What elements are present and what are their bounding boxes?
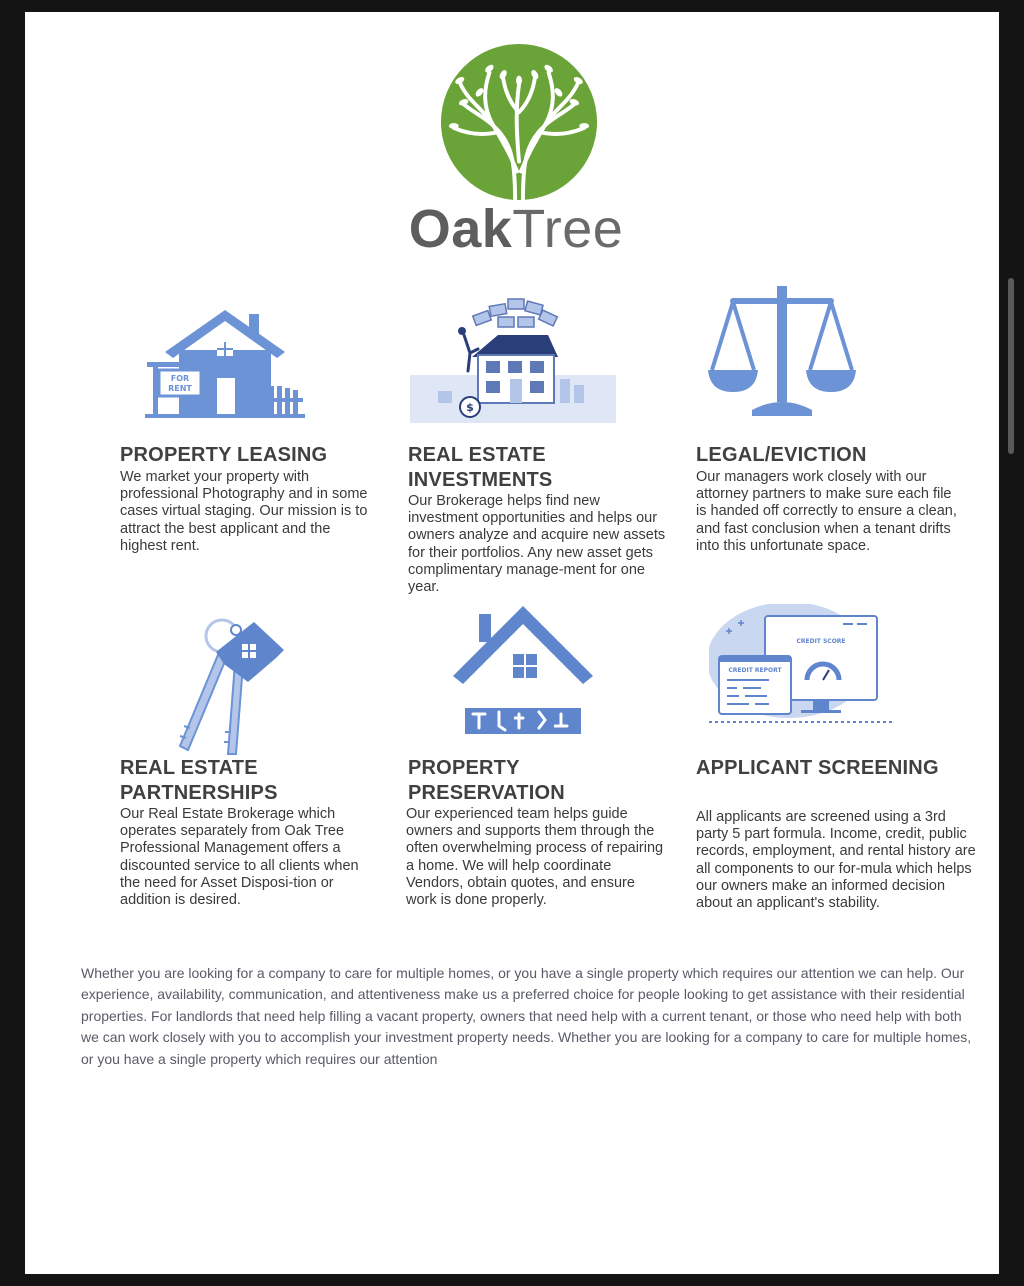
service-title-property-leasing: PROPERTY LEASING: [120, 444, 328, 466]
closing-paragraph: Whether you are looking for a company to care for multiple homes, or you have a single property which requires our attention we can help. Our experience, availability, communication, and attentiveness make us a preferred choice for people looking to get assistance with their residential properties. For landlords that need help filling a vacant property, owners that need help with a current tenant, or those who need help with both we can work closely with you to accomplish your investment property needs. Whether you are looking for a company to care for multiple homes, or you have a single property which requires our attention: [81, 965, 972, 1067]
brand-wordmark: [396, 198, 636, 260]
brand-name-bold: Oak: [408, 199, 513, 259]
svg-text:$: $: [466, 401, 474, 414]
credit-report-label: CREDIT REPORT: [728, 667, 782, 674]
service-body-property-preservation: Our experienced team helps guide owners and supports them through the often overwhelming process of repairing a home. We will help coordinate Vendors, obtain quotes, and ensure work is done properly.: [406, 806, 664, 909]
investment-house-icon: [410, 295, 616, 423]
service-title-legal-eviction: LEGAL/EVICTION: [696, 444, 867, 466]
service-title-applicant-screening: APPLICANT SCREENING: [696, 757, 939, 779]
for-rent-sign-line2: RENT: [168, 384, 192, 393]
scrollbar-thumb[interactable]: [1008, 278, 1014, 454]
house-keys-icon: [150, 590, 290, 758]
service-body-real-estate-partnerships: Our Real Estate Brokerage which operates separately from Oak Tree Professional Management offers a discounted service to all clients when the need for Asset Disposi-tion or addition is desired.: [120, 806, 359, 909]
service-title-property-preservation: PROPERTY PRESERVATION: [408, 757, 565, 804]
service-body-legal-eviction: Our managers work closely with our attorney partners to make sure each file is handed off correctly to ensure a clean, and fast conclusion when a tenant drifts into this unfortunate space.: [696, 469, 957, 554]
service-title-real-estate-investments: REAL ESTATE INVESTMENTS: [408, 444, 553, 491]
service-body-property-leasing: We market your property with professional Photography and in some cases virtual staging. Our mission is to attract the best applicant and the highest rent.: [120, 469, 368, 554]
house-tools-icon: [453, 604, 593, 736]
for-rent-sign-line1: FOR: [170, 374, 190, 383]
service-title-real-estate-partnerships: REAL ESTATE PARTNERSHIPS: [120, 757, 278, 804]
document-page: [25, 12, 999, 1274]
credit-report-icon: [709, 604, 893, 730]
service-body-real-estate-investments: Our Brokerage helps find new investment opportunities and helps our owners analyze and acquire new assets for their portfolios. Any new asset gets complimentary manage-ment for one year.: [408, 493, 666, 596]
oak-tree-logo-icon: [440, 43, 598, 201]
service-body-applicant-screening: All applicants are screened using a 3rd party 5 part formula. Income, credit, public records, employment, and rental history are all components to our for-mula which helps our owners make an informed decision about an applicant's stability.: [696, 809, 976, 912]
credit-score-label: CREDIT SCORE: [796, 638, 846, 645]
brand-name-light: Tree: [512, 199, 624, 259]
scales-of-justice-icon: [708, 282, 856, 420]
house-for-rent-icon: [145, 306, 305, 422]
